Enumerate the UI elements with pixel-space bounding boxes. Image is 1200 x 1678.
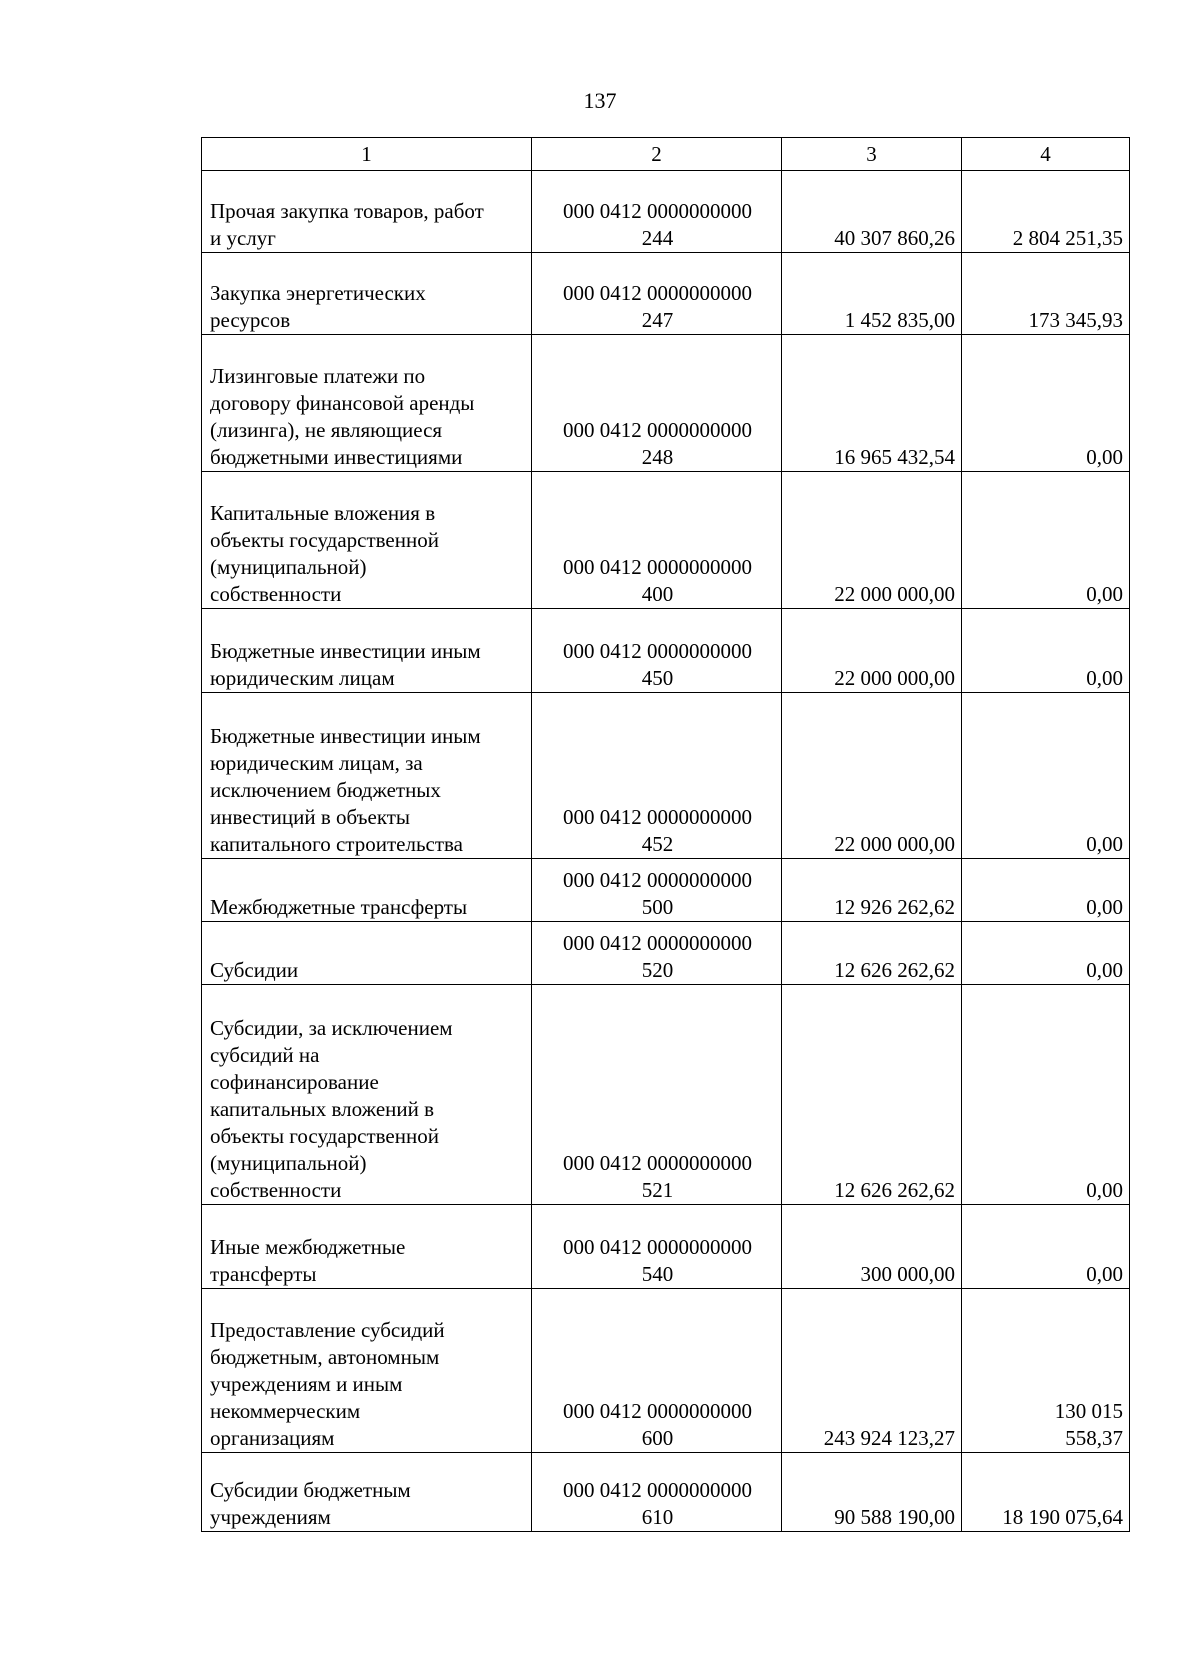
budget-table xyxy=(201,137,1130,1532)
table-row xyxy=(202,253,1130,335)
budget-code-cell: 000 0412 0000000000 520 xyxy=(532,922,782,985)
amount-cell: 22 000 000,00 xyxy=(782,472,962,609)
budget-code-cell: 000 0412 0000000000 248 xyxy=(532,335,782,472)
table-row xyxy=(202,609,1130,693)
table-row xyxy=(202,171,1130,253)
item-name-cell: Закупка энергетических ресурсов xyxy=(202,253,532,335)
amount-cell: 2 804 251,35 xyxy=(962,171,1130,253)
budget-code-cell: 000 0412 0000000000 400 xyxy=(532,472,782,609)
page-number: 137 xyxy=(583,88,617,113)
budget-code-cell: 000 0412 0000000000 244 xyxy=(532,171,782,253)
budget-code-cell: 000 0412 0000000000 452 xyxy=(532,693,782,859)
item-name-cell: Прочая закупка товаров, работ и услуг xyxy=(202,171,532,253)
amount-cell: 0,00 xyxy=(962,1205,1130,1289)
amount-cell: 40 307 860,26 xyxy=(782,171,962,253)
amount-cell: 1 452 835,00 xyxy=(782,253,962,335)
amount-cell: 22 000 000,00 xyxy=(782,609,962,693)
budget-code-cell: 000 0412 0000000000 600 xyxy=(532,1289,782,1453)
amount-cell: 12 626 262,62 xyxy=(782,985,962,1205)
amount-cell: 12 626 262,62 xyxy=(782,922,962,985)
amount-cell: 12 926 262,62 xyxy=(782,859,962,922)
amount-cell: 300 000,00 xyxy=(782,1205,962,1289)
item-name-cell: Бюджетные инвестиции иным юридическим лицам, за исключением бюджетных инвестиций в объекты капитального строительства xyxy=(202,693,532,859)
table-row xyxy=(202,985,1130,1205)
table-row xyxy=(202,335,1130,472)
item-name-cell: Капитальные вложения в объекты государственной (муниципальной) собственности xyxy=(202,472,532,609)
amount-cell: 22 000 000,00 xyxy=(782,693,962,859)
item-name-cell: Лизинговые платежи по договору финансовой аренды (лизинга), не являющиеся бюджетными инвестициями xyxy=(202,335,532,472)
amount-cell: 0,00 xyxy=(962,922,1130,985)
table-row xyxy=(202,1289,1130,1453)
item-name-cell: Межбюджетные трансферты xyxy=(202,859,532,922)
table-row xyxy=(202,693,1130,859)
amount-cell: 130 015 558,37 xyxy=(962,1289,1130,1453)
amount-cell: 0,00 xyxy=(962,859,1130,922)
header-cell: 2 xyxy=(532,138,782,171)
amount-cell: 0,00 xyxy=(962,472,1130,609)
amount-cell: 0,00 xyxy=(962,693,1130,859)
budget-code-cell: 000 0412 0000000000 247 xyxy=(532,253,782,335)
header-cell: 4 xyxy=(962,138,1130,171)
header-cell: 3 xyxy=(782,138,962,171)
budget-code-cell: 000 0412 0000000000 610 xyxy=(532,1453,782,1532)
item-name-cell: Субсидии бюджетным учреждениям xyxy=(202,1453,532,1532)
amount-cell: 0,00 xyxy=(962,335,1130,472)
header-row xyxy=(202,138,1130,171)
budget-code-cell: 000 0412 0000000000 540 xyxy=(532,1205,782,1289)
amount-cell: 243 924 123,27 xyxy=(782,1289,962,1453)
item-name-cell: Субсидии, за исключением субсидий на софинансирование капитальных вложений в объекты государственной (муниципальной) собственности xyxy=(202,985,532,1205)
table-row xyxy=(202,859,1130,922)
item-name-cell: Субсидии xyxy=(202,922,532,985)
amount-cell: 18 190 075,64 xyxy=(962,1453,1130,1532)
budget-code-cell: 000 0412 0000000000 500 xyxy=(532,859,782,922)
header-cell: 1 xyxy=(202,138,532,171)
amount-cell: 16 965 432,54 xyxy=(782,335,962,472)
table-row xyxy=(202,472,1130,609)
table-row xyxy=(202,1205,1130,1289)
item-name-cell: Бюджетные инвестиции иным юридическим лицам xyxy=(202,609,532,693)
item-name-cell: Иные межбюджетные трансферты xyxy=(202,1205,532,1289)
amount-cell: 0,00 xyxy=(962,985,1130,1205)
budget-code-cell: 000 0412 0000000000 450 xyxy=(532,609,782,693)
budget-code-cell: 000 0412 0000000000 521 xyxy=(532,985,782,1205)
table-row xyxy=(202,922,1130,985)
amount-cell: 173 345,93 xyxy=(962,253,1130,335)
amount-cell: 0,00 xyxy=(962,609,1130,693)
item-name-cell: Предоставление субсидий бюджетным, автономным учреждениям и иным некоммерческим организациям xyxy=(202,1289,532,1453)
table-row xyxy=(202,1453,1130,1532)
amount-cell: 90 588 190,00 xyxy=(782,1453,962,1532)
